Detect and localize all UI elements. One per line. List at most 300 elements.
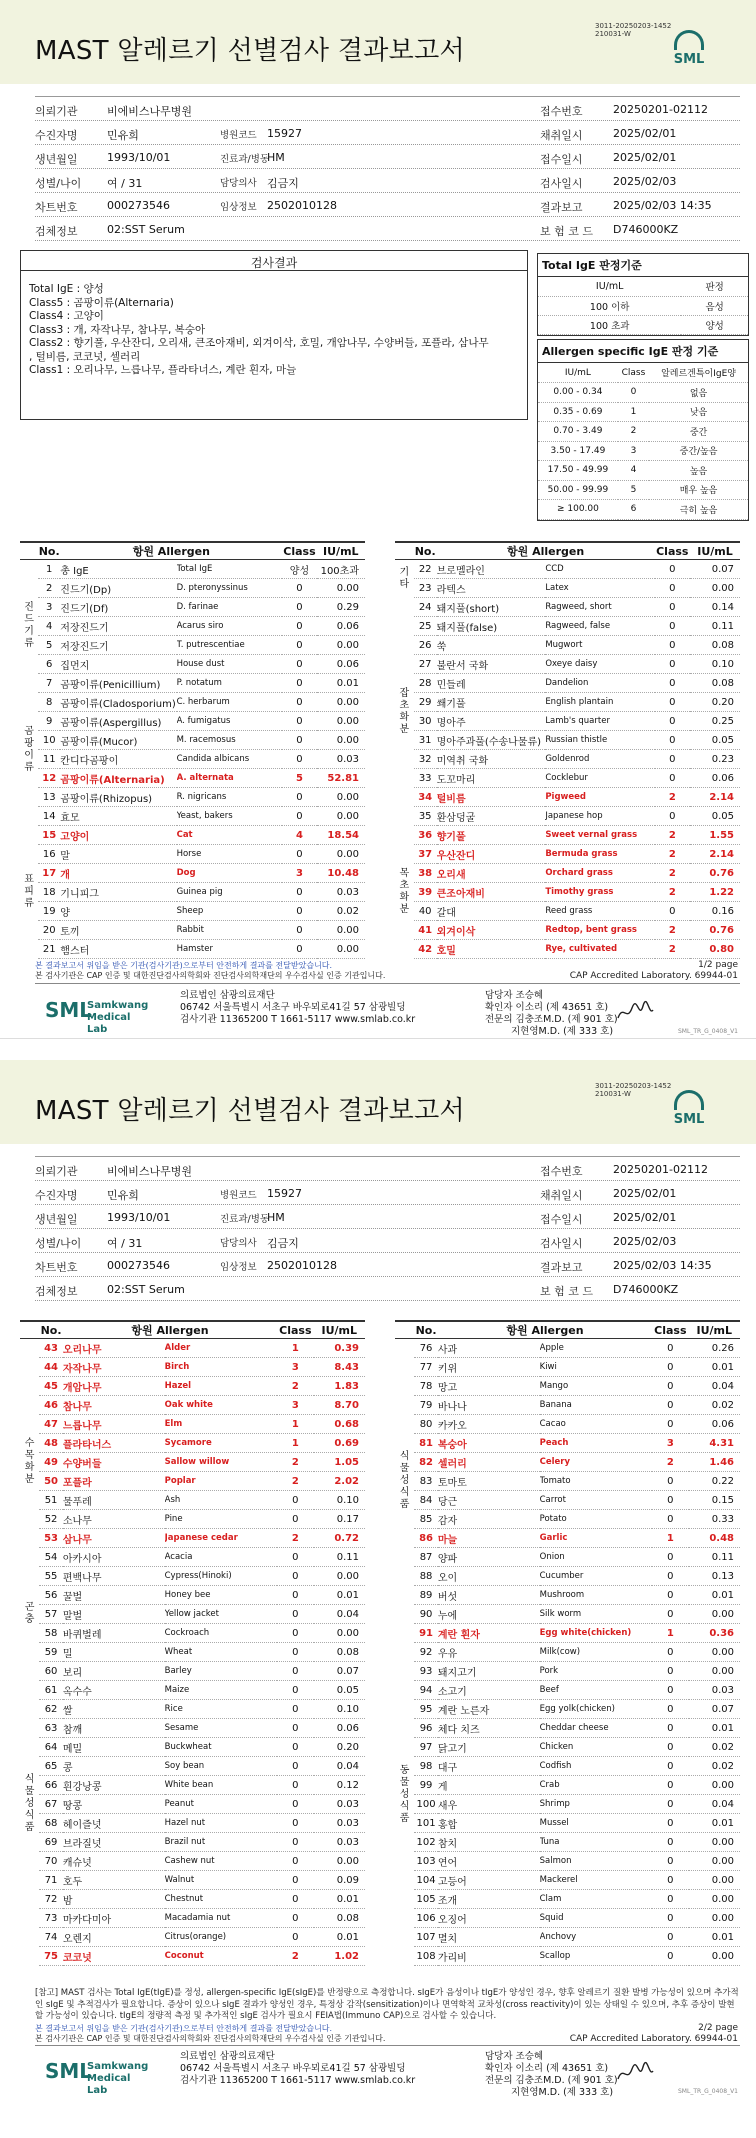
- allergen-english: Sallow willow: [165, 1453, 278, 1472]
- allergen-korean: 진드기(Df): [60, 598, 176, 617]
- allergen-english: White bean: [165, 1776, 278, 1795]
- criteria-cell: 6: [618, 500, 649, 520]
- allergen-no: 90: [414, 1605, 438, 1624]
- info-value: 15927: [267, 1187, 302, 1200]
- info-row: [35, 145, 740, 169]
- info-value: 1993/10/01: [107, 1211, 171, 1224]
- allergen-iu: 0.00: [317, 579, 365, 598]
- allergen-row: [20, 560, 365, 579]
- allergen-no: 105: [414, 1890, 438, 1909]
- allergen-english: Ragweed, false: [545, 617, 654, 636]
- allergen-iu: 0.11: [689, 1548, 740, 1567]
- allergen-english: Hazel: [165, 1377, 278, 1396]
- criteria-cell: 0: [618, 383, 649, 403]
- col-group: [395, 1321, 414, 1339]
- allergen-group: 식물성식품: [399, 1451, 410, 1511]
- allergen-class: 2: [655, 788, 690, 807]
- info-label: 임상정보: [220, 1262, 257, 1273]
- allergen-korean: 털비름: [437, 788, 546, 807]
- allergen-no: 30: [414, 712, 437, 731]
- allergen-class: 0: [277, 1928, 313, 1947]
- allergen-korean: 큰조아재비: [437, 883, 546, 902]
- allergen-english: Ash: [165, 1491, 278, 1510]
- allergen-no: 79: [414, 1396, 438, 1415]
- criteria-cell: 3.50 - 17.49: [538, 441, 618, 461]
- allergen-no: 10: [38, 731, 60, 750]
- footer-note: 본 검사기관은 CAP 인증 및 대한진단검사의학회와 진단검사의학재단의 우수검사실 인증 기관입니다.: [35, 2034, 386, 2043]
- info-value: 2025/02/01: [613, 151, 677, 164]
- info-row: [35, 1229, 740, 1253]
- allergen-class: 0: [282, 655, 316, 674]
- result-line: Class2 : 향기풀, 우산잔디, 오리새, 큰조아재비, 외겨이삭, 호밀, 개암나무, 수양버들, 포플라, 삼나무: [29, 337, 489, 349]
- allergen-english: Yellow jacket: [165, 1605, 278, 1624]
- allergen-class: 1: [652, 1624, 688, 1643]
- allergen-english: Poplar: [165, 1472, 278, 1491]
- allergen-no: 84: [414, 1491, 438, 1510]
- allergen-english: Chicken: [540, 1738, 653, 1757]
- info-value: 여 / 31: [107, 177, 143, 190]
- allergen-class: 3: [277, 1358, 313, 1377]
- allergen-iu: 0.02: [689, 1738, 740, 1757]
- allergen-no: 47: [39, 1415, 63, 1434]
- footer-note-blue: 본 결과보고서 위임을 받은 기관(검사기관)으로부터 안전하게 결과를 전달받았습니다.: [35, 2024, 333, 2033]
- allergen-no: 17: [38, 864, 60, 883]
- allergen-english: Cat: [177, 826, 283, 845]
- allergen-class: 0: [282, 921, 316, 940]
- footer-note-blue: 본 결과보고서 위임을 받은 기관(검사기관)으로부터 안전하게 결과를 전달받았습니다.: [35, 961, 333, 970]
- allergen-korean: 우산잔디: [437, 845, 546, 864]
- allergen-no: 78: [414, 1377, 438, 1396]
- allergen-no: 2: [38, 579, 60, 598]
- info-label: 채취일시: [540, 1189, 583, 1202]
- allergen-no: 5: [38, 636, 60, 655]
- col-class: Class: [277, 1321, 313, 1339]
- allergen-row: [20, 1472, 365, 1491]
- allergen-iu: 0.00: [317, 693, 365, 712]
- allergen-english: Carrot: [540, 1491, 653, 1510]
- allergen-row: [20, 1909, 365, 1928]
- allergen-no: 92: [414, 1643, 438, 1662]
- allergen-english: Dandelion: [545, 674, 654, 693]
- allergen-no: 67: [39, 1795, 63, 1814]
- allergen-english: House dust: [177, 655, 283, 674]
- info-value: 2025/02/03 14:35: [613, 1259, 712, 1272]
- allergen-row: [20, 1738, 365, 1757]
- allergen-class: 0: [655, 674, 690, 693]
- allergen-english: Acarus siro: [177, 617, 283, 636]
- allergen-english: Buckwheat: [165, 1738, 278, 1757]
- allergen-korean: 키위: [438, 1358, 540, 1377]
- info-label: 병원코드: [220, 1190, 257, 1201]
- allergen-row: [20, 807, 365, 826]
- allergen-row: [395, 1472, 740, 1491]
- allergen-class: 0: [652, 1662, 688, 1681]
- signature-icon: [615, 998, 655, 1026]
- allergen-class: 0: [277, 1833, 313, 1852]
- allergen-class: 0: [652, 1510, 688, 1529]
- allergen-row: [395, 1757, 740, 1776]
- criteria-cell: 1: [618, 402, 649, 422]
- allergen-korean: 쐐기풀: [437, 693, 546, 712]
- allergen-korean: 삼나무: [63, 1529, 165, 1548]
- info-label: 성별/나이: [35, 1237, 82, 1250]
- allergen-korean: 바퀴벌레: [63, 1624, 165, 1643]
- allergen-class: 0: [277, 1662, 313, 1681]
- allergen-no: 29: [414, 693, 437, 712]
- allergen-row: [395, 693, 740, 712]
- allergen-head-row: [20, 1321, 365, 1339]
- info-value: 비에비스나무병원: [107, 105, 193, 118]
- result-line: Class3 : 개, 자작나무, 참나무, 복숭아: [29, 323, 206, 336]
- allergen-row: [395, 560, 740, 579]
- col-allergen: 항원 Allergen: [438, 1321, 652, 1339]
- info-row: [35, 217, 740, 241]
- allergen-korean: 곰팡이류(Rhizopus): [60, 788, 176, 807]
- sml-logo-icon: SML: [672, 1090, 706, 1134]
- allergen-class: 0: [655, 750, 690, 769]
- allergen-korean: 도꼬마리: [437, 769, 546, 788]
- criteria-cell: 중간/높음: [649, 441, 748, 461]
- allergen-head-row: [395, 542, 740, 560]
- allergen-iu: 0.00: [689, 1947, 740, 1966]
- criteria-cell: 양성: [681, 315, 748, 334]
- report-header: [0, 1060, 756, 1144]
- allergen-iu: 0.48: [689, 1529, 740, 1548]
- allergen-iu: 0.05: [690, 807, 740, 826]
- allergen-korean: 환삼덩굴: [437, 807, 546, 826]
- allergen-row: [20, 769, 365, 788]
- info-label: 담당의사: [220, 1238, 257, 1249]
- allergen-class: 0: [655, 902, 690, 921]
- allergen-no: 31: [414, 731, 437, 750]
- result-line: Total IgE : 양성: [29, 283, 104, 295]
- allergen-no: 96: [414, 1719, 438, 1738]
- allergen-row: [395, 940, 740, 959]
- criteria-cell: 높음: [649, 461, 748, 481]
- page-number: 2/2 page CAP Accredited Laboratory. 69944-01: [569, 2023, 738, 2044]
- allergen-class: 0: [655, 807, 690, 826]
- signatories: 담당자 조승혜 확인자 이소리 (제 43651 호) 전문의 김충조M.D. (제 901 호) 지현영M.D. (제 333 호): [485, 2051, 618, 2098]
- allergen-no: 57: [39, 1605, 63, 1624]
- info-label: 보 험 코 드: [540, 225, 593, 238]
- allergen-row: [20, 1700, 365, 1719]
- info-value: 02:SST Serum: [107, 1283, 185, 1296]
- info-label: 채취일시: [540, 129, 583, 142]
- allergen-class: 0: [655, 712, 690, 731]
- criteria-cell: 중간: [649, 422, 748, 442]
- allergen-english: Barley: [165, 1662, 278, 1681]
- result-summary-lines: [21, 271, 527, 378]
- allergen-iu: 0.00: [314, 1852, 365, 1871]
- allergen-iu: 0.00: [317, 940, 365, 959]
- allergen-no: 77: [414, 1358, 438, 1377]
- allergen-english: Egg white(chicken): [540, 1624, 653, 1643]
- allergen-english: R. nigricans: [177, 788, 283, 807]
- allergen-class: 0: [277, 1890, 313, 1909]
- allergen-korean: 대구: [438, 1757, 540, 1776]
- allergen-no: 75: [39, 1947, 63, 1966]
- allergen-iu: 18.54: [317, 826, 365, 845]
- allergen-korean: 편백나무: [63, 1567, 165, 1586]
- allergen-no: 49: [39, 1453, 63, 1472]
- allergen-korean: 계란 노른자: [438, 1700, 540, 1719]
- allergen-korean: 홍합: [438, 1814, 540, 1833]
- info-value: 2025/02/01: [613, 127, 677, 140]
- allergen-class: 0: [277, 1757, 313, 1776]
- page-gap: [0, 1038, 756, 1060]
- allergen-iu: 0.00: [314, 1567, 365, 1586]
- footer-note: 본 검사기관은 CAP 인증 및 대한진단검사의학회와 진단검사의학재단의 우수검사실 인증 기관입니다.: [35, 971, 386, 980]
- samkwang-logo-icon: SML Samkwang Medical Lab: [45, 2059, 149, 2096]
- allergen-iu: 0.06: [317, 655, 365, 674]
- allergen-row: [395, 1434, 740, 1453]
- allergen-no: 69: [39, 1833, 63, 1852]
- allergen-iu: 0.02: [689, 1757, 740, 1776]
- allergen-class: 0: [282, 598, 316, 617]
- allergen-table-left: [20, 1320, 365, 1966]
- allergen-no: 108: [414, 1947, 438, 1966]
- samkwang-logo-icon: SML Samkwang Medical Lab: [45, 998, 149, 1035]
- allergen-korean: 오징어: [438, 1909, 540, 1928]
- allergen-no: 8: [38, 693, 60, 712]
- allergen-no: 4: [38, 617, 60, 636]
- allergen-iu: 0.04: [314, 1605, 365, 1624]
- allergen-iu: 0.03: [314, 1795, 365, 1814]
- col-no: No.: [414, 542, 437, 560]
- allergen-class: 0: [282, 674, 316, 693]
- criteria-cell: ≥ 100.00: [538, 500, 618, 520]
- allergen-class: 2: [655, 845, 690, 864]
- allergen-english: Clam: [540, 1890, 653, 1909]
- allergen-iu: 2.14: [690, 788, 740, 807]
- criteria-cell: 음성: [681, 296, 748, 315]
- allergen-korean: 조개: [438, 1890, 540, 1909]
- info-label: 검체정보: [35, 225, 78, 238]
- info-value: 2502010128: [267, 199, 337, 212]
- result-line: , 털비름, 코코넛, 셀러리: [29, 350, 141, 363]
- allergen-class: 0: [655, 731, 690, 750]
- allergen-english: Cashew nut: [165, 1852, 278, 1871]
- allergen-iu: 0.68: [314, 1415, 365, 1434]
- allergen-iu: 0.25: [690, 712, 740, 731]
- allergen-class: 0: [277, 1567, 313, 1586]
- allergen-iu: 0.04: [689, 1795, 740, 1814]
- allergen-korean: 당근: [438, 1491, 540, 1510]
- allergen-english: Silk worm: [540, 1605, 653, 1624]
- allergen-no: 55: [39, 1567, 63, 1586]
- allergen-class: 2: [655, 940, 690, 959]
- allergen-row: [20, 788, 365, 807]
- allergen-class: 5: [282, 769, 316, 788]
- allergen-korean: 양파: [438, 1548, 540, 1567]
- allergen-group: 수목화분: [24, 1438, 35, 1486]
- allergen-iu: 0.36: [689, 1624, 740, 1643]
- allergen-iu: 0.01: [689, 1358, 740, 1377]
- allergen-korean: 셀러리: [438, 1453, 540, 1472]
- allergen-iu: 1.05: [314, 1453, 365, 1472]
- allergen-korean: 느릅나무: [63, 1415, 165, 1434]
- info-label: 검체정보: [35, 1285, 78, 1298]
- allergen-english: Citrus(orange): [165, 1928, 278, 1947]
- allergen-no: 11: [38, 750, 60, 769]
- allergen-iu: 0.06: [689, 1415, 740, 1434]
- allergen-english: D. farinae: [177, 598, 283, 617]
- allergen-no: 19: [38, 902, 60, 921]
- allergen-no: 38: [414, 864, 437, 883]
- criteria-head-cell: 판정: [681, 277, 748, 296]
- result-line: Class1 : 오리나무, 느릅나무, 플라타너스, 계란 흰자, 마늘: [29, 364, 297, 376]
- allergen-class: 0: [282, 940, 316, 959]
- allergen-english: Crab: [540, 1776, 653, 1795]
- allergen-class: 0: [652, 1472, 688, 1491]
- allergen-english: Lamb's quarter: [545, 712, 654, 731]
- allergen-no: 93: [414, 1662, 438, 1681]
- allergen-english: Egg yolk(chicken): [540, 1700, 653, 1719]
- allergen-table-right: [395, 1320, 740, 1966]
- allergen-korean: 메밀: [63, 1738, 165, 1757]
- info-row: [35, 169, 740, 193]
- allergen-korean: 집먼지: [60, 655, 176, 674]
- total-ige-criteria: [537, 253, 749, 336]
- allergen-korean: 밤: [63, 1890, 165, 1909]
- allergen-english: Rabbit: [177, 921, 283, 940]
- allergen-korean: 바나나: [438, 1396, 540, 1415]
- allergen-iu: 8.43: [314, 1358, 365, 1377]
- allergen-korean: 물푸레: [63, 1491, 165, 1510]
- allergen-korean: 돼지고기: [438, 1662, 540, 1681]
- allergen-row: [395, 712, 740, 731]
- info-label: 보 험 코 드: [540, 1285, 593, 1298]
- allergen-class: 1: [277, 1339, 313, 1358]
- allergen-class: 0: [655, 655, 690, 674]
- allergen-row: [395, 1738, 740, 1757]
- allergen-korean: 복숭아: [438, 1434, 540, 1453]
- allergen-no: 50: [39, 1472, 63, 1491]
- allergen-iu: 0.00: [689, 1776, 740, 1795]
- col-iu: IU/mL: [314, 1321, 365, 1339]
- allergen-row: [20, 1947, 365, 1966]
- allergen-no: 102: [414, 1833, 438, 1852]
- allergen-class: 2: [655, 883, 690, 902]
- allergen-english: Pork: [540, 1662, 653, 1681]
- specific-ige-title: Allergen specific IgE 판정 기준: [538, 340, 748, 363]
- allergen-iu: 0.04: [689, 1377, 740, 1396]
- allergen-korean: 소고기: [438, 1681, 540, 1700]
- info-value: 여 / 31: [107, 1237, 143, 1250]
- total-ige-title: Total IgE 판정기준: [538, 254, 748, 277]
- allergen-class: 0: [655, 598, 690, 617]
- allergen-english: Beef: [540, 1681, 653, 1700]
- allergen-row: [20, 1605, 365, 1624]
- criteria-cell: 낮음: [649, 402, 748, 422]
- allergen-no: 7: [38, 674, 60, 693]
- allergen-iu: 0.06: [317, 617, 365, 636]
- allergen-korean: 플라타너스: [63, 1434, 165, 1453]
- col-iu: IU/mL: [689, 1321, 740, 1339]
- allergen-iu: 0.00: [689, 1909, 740, 1928]
- allergen-iu: 0.00: [689, 1833, 740, 1852]
- allergen-row: [395, 1339, 740, 1358]
- allergen-class: 0: [652, 1605, 688, 1624]
- allergen-class: 0: [652, 1548, 688, 1567]
- allergen-iu: 0.20: [314, 1738, 365, 1757]
- allergen-row: [20, 712, 365, 731]
- allergen-korean: 콩: [63, 1757, 165, 1776]
- allergen-english: Oak white: [165, 1396, 278, 1415]
- criteria-row: [538, 296, 748, 315]
- allergen-english: Coconut: [165, 1947, 278, 1966]
- allergen-head-row: [20, 542, 365, 560]
- allergen-korean: 가리비: [438, 1947, 540, 1966]
- allergen-english: Russian thistle: [545, 731, 654, 750]
- allergen-row: [20, 902, 365, 921]
- allergen-no: 9: [38, 712, 60, 731]
- allergen-row: [20, 1491, 365, 1510]
- allergen-no: 37: [414, 845, 437, 864]
- allergen-class: 3: [282, 864, 316, 883]
- allergen-iu: 0.23: [690, 750, 740, 769]
- allergen-iu: 0.01: [689, 1928, 740, 1947]
- allergen-no: 73: [39, 1909, 63, 1928]
- allergen-no: 34: [414, 788, 437, 807]
- allergen-iu: 0.00: [689, 1643, 740, 1662]
- report-page-1: [0, 0, 756, 1038]
- allergen-korean: 계란 흰자: [438, 1624, 540, 1643]
- allergen-iu: 0.01: [317, 674, 365, 693]
- info-label: 진료과/병동: [220, 154, 270, 165]
- allergen-row: [20, 674, 365, 693]
- allergen-korean: 미역취 국화: [437, 750, 546, 769]
- criteria-row: [538, 402, 748, 422]
- allergen-korean: 감자: [438, 1510, 540, 1529]
- allergen-class: 0: [652, 1415, 688, 1434]
- allergen-english: Rice: [165, 1700, 278, 1719]
- col-group: [20, 542, 38, 560]
- allergen-iu: 0.00: [689, 1871, 740, 1890]
- allergen-korean: 마카다미아: [63, 1909, 165, 1928]
- allergen-table-right: [395, 541, 740, 959]
- criteria-cell: 17.50 - 49.99: [538, 461, 618, 481]
- criteria-row: [538, 441, 748, 461]
- allergen-no: 36: [414, 826, 437, 845]
- allergen-korean: 오이: [438, 1567, 540, 1586]
- allergen-class: 0: [652, 1567, 688, 1586]
- allergen-iu: 0.20: [690, 693, 740, 712]
- allergen-group: 곤충: [24, 1602, 35, 1625]
- allergen-iu: 0.08: [314, 1909, 365, 1928]
- allergen-iu: 0.00: [317, 731, 365, 750]
- allergen-english: Apple: [540, 1339, 653, 1358]
- allergen-english: Banana: [540, 1396, 653, 1415]
- allergen-row: [395, 769, 740, 788]
- allergen-english: Cocklebur: [545, 769, 654, 788]
- allergen-english: Scallop: [540, 1947, 653, 1966]
- criteria-cell: 0.70 - 3.49: [538, 422, 618, 442]
- allergen-english: Orchard grass: [545, 864, 654, 883]
- allergen-no: 64: [39, 1738, 63, 1757]
- allergen-no: 65: [39, 1757, 63, 1776]
- allergen-english: Yeast, bakers: [177, 807, 283, 826]
- info-label: 생년월일: [35, 1213, 78, 1226]
- criteria-row: [538, 315, 748, 334]
- allergen-english: Guinea pig: [177, 883, 283, 902]
- criteria-cell: 100 초과: [538, 315, 681, 334]
- allergen-iu: 0.12: [314, 1776, 365, 1795]
- allergen-row: [20, 1928, 365, 1947]
- info-value: 20250201-02112: [613, 1163, 708, 1176]
- allergen-no: 51: [39, 1491, 63, 1510]
- allergen-row: [395, 1928, 740, 1947]
